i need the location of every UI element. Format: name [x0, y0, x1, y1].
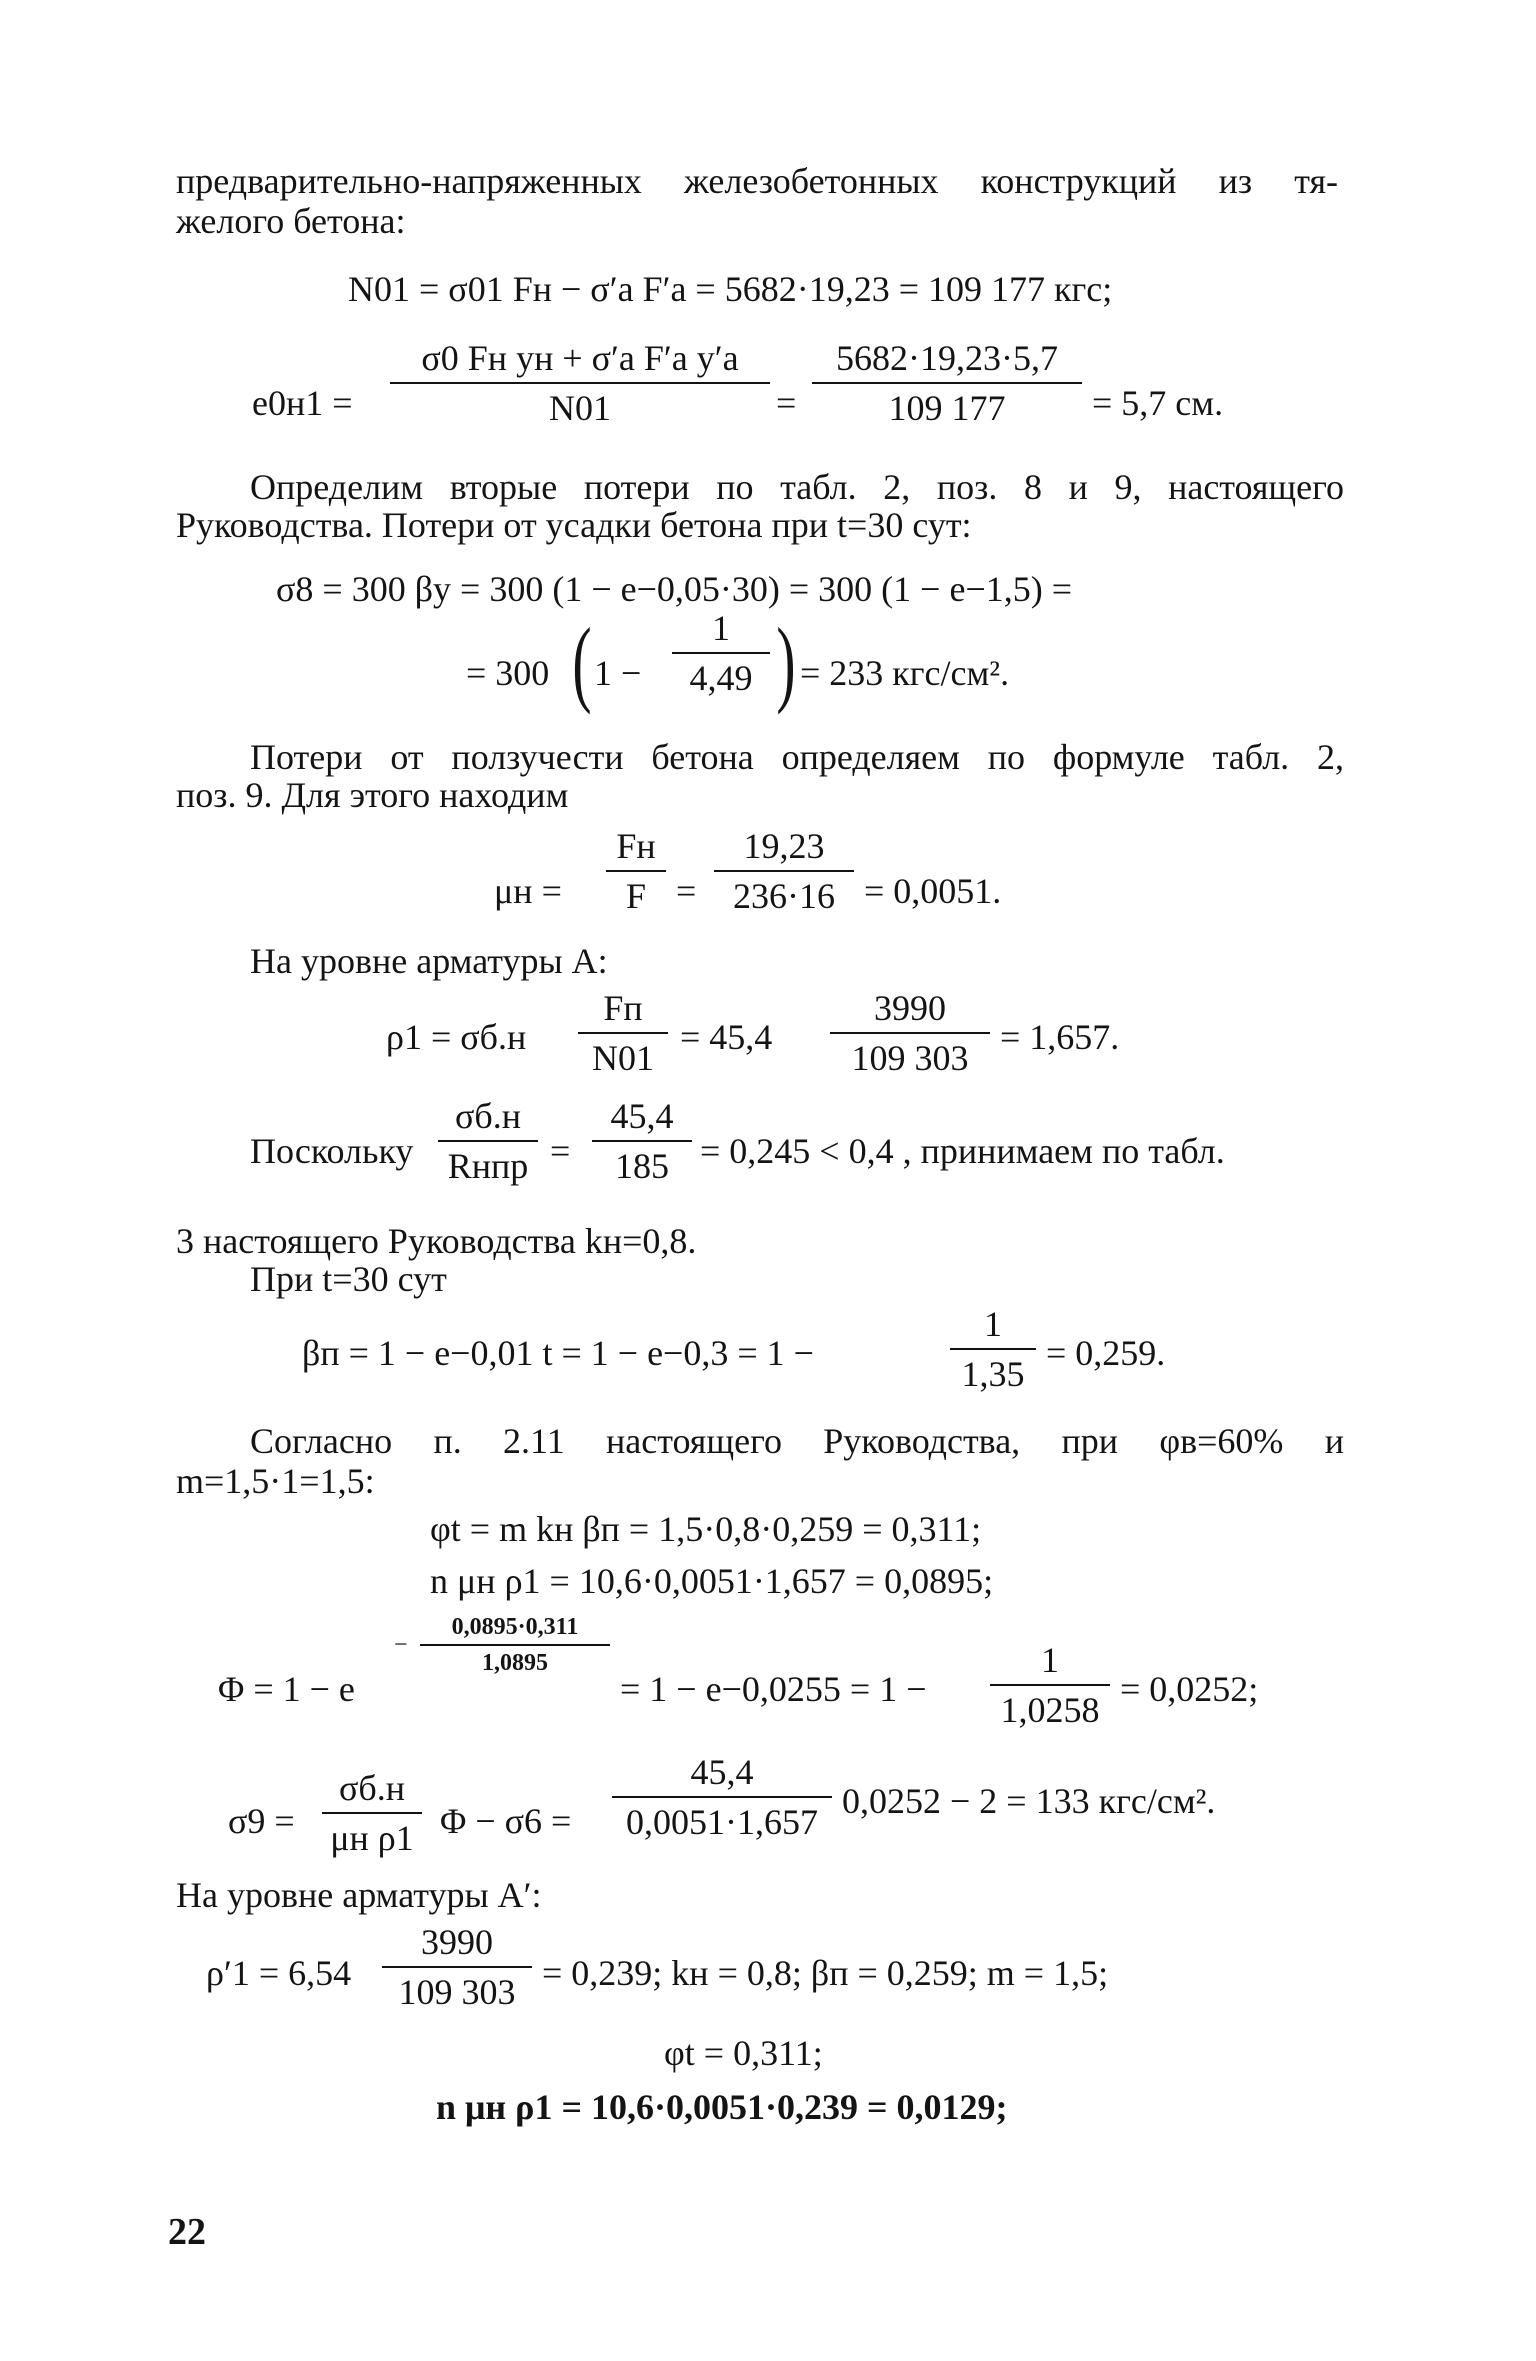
fraction-e0-symbolic	[390, 338, 770, 428]
equation-n01: N01 = σ01 Fн − σ′a F′a = 5682·19,23 = 109 177 кгс;	[348, 269, 1113, 309]
fraction-ratio-numeric	[592, 1096, 692, 1186]
fraction-e0-numeric	[812, 338, 1082, 428]
fraction-rho1p	[382, 1922, 532, 2012]
fraction-sigma8	[672, 608, 770, 698]
equation-sigma9-mid: Φ − σ6 =	[440, 1801, 572, 1841]
numerator: σ0 Fн yн + σ′a F′a y′a	[421, 338, 739, 378]
denominator: 236·16	[733, 876, 835, 916]
fraction-ratio-symbolic	[438, 1096, 538, 1186]
numerator: 45,4	[610, 1096, 674, 1136]
denominator: N01	[549, 388, 611, 428]
paragraph-line: предварительно-напряженных железобетонных конструкций из тя-	[176, 161, 1338, 201]
equation-rho1p-result: = 0,239; kн = 0,8; βп = 0,259; m = 1,5;	[542, 1953, 1109, 1993]
equation-Phi-lhs: Φ = 1 − e	[218, 1669, 355, 1709]
equation-rho-result: = 1,657.	[1000, 1017, 1120, 1057]
numerator: 1	[712, 608, 730, 648]
equation-sigma8-one: 1 −	[594, 653, 642, 693]
fraction-mu-numeric	[714, 826, 854, 916]
equation-mu-lhs: μн =	[494, 871, 562, 911]
fraction-mu-symbolic	[606, 826, 666, 916]
paragraph-line: = 0,245 < 0,4 , принимаем по табл.	[700, 1131, 1225, 1171]
numerator: 3990	[874, 988, 946, 1028]
numerator: 5682·19,23·5,7	[836, 338, 1058, 378]
paragraph-line: На уровне арматуры A:	[250, 941, 608, 981]
equation-n-mu-rho: n μн ρ1 = 10,6·0,0051·1,657 = 0,0895;	[430, 1561, 994, 1601]
fraction-Phi-exponent	[420, 1614, 610, 1676]
equation-sigma9-lhs: σ9 =	[228, 1801, 295, 1841]
paragraph-line: Поскольку	[250, 1131, 414, 1171]
numerator: 3990	[421, 1922, 493, 1962]
paragraph-line: 3 настоящего Руководства kн=0,8.	[176, 1221, 697, 1261]
equation-beta-result: = 0,259.	[1046, 1333, 1166, 1373]
denominator: 0,0051·1,657	[626, 1802, 818, 1842]
left-parenthesis: (	[572, 608, 592, 715]
fraction-rho-symbolic	[578, 988, 668, 1078]
numerator: 19,23	[743, 826, 825, 866]
numerator: Fн	[616, 826, 656, 866]
equation-phi-t: φt = m kн βп = 1,5·0,8·0,259 = 0,311;	[430, 1509, 982, 1549]
equation-sigma9-result: 0,0252 − 2 = 133 кгс/см².	[842, 1781, 1216, 1821]
equation-mu-result: = 0,0051.	[864, 871, 1002, 911]
denominator: 109 177	[888, 388, 1006, 428]
denominator: N01	[592, 1038, 654, 1078]
fraction-beta	[950, 1304, 1036, 1394]
paragraph-line: На уровне арматуры A′:	[176, 1875, 542, 1915]
fraction-sigma9-symbolic	[322, 1768, 422, 1858]
paragraph-line: Потери от ползучести бетона определяем по формуле табл. 2,	[250, 737, 1344, 777]
equation-e0-result: = 5,7 см.	[1092, 383, 1224, 423]
paragraph-line: поз. 9. Для этого находим	[176, 775, 569, 815]
equals-sign: =	[676, 871, 697, 911]
equation-e0-lhs: e0н1 =	[252, 383, 353, 423]
denominator: 109 303	[851, 1038, 969, 1078]
fraction-rho-numeric	[830, 988, 990, 1078]
exponent-minus: −	[394, 1632, 408, 1658]
numerator: 1	[984, 1304, 1002, 1344]
denominator: μн ρ1	[330, 1818, 414, 1858]
paragraph-line: m=1,5·1=1,5:	[176, 1461, 375, 1501]
denominator: F	[625, 876, 647, 916]
equation-phi-t-2: φt = 0,311;	[664, 2033, 823, 2073]
paragraph-line: Согласно п. 2.11 настоящего Руководства, при φв=60% и	[250, 1421, 1344, 1461]
equation-sigma8-result: = 233 кгс/см².	[800, 653, 1010, 693]
equation-sigma8-line1: σ8 = 300 βу = 300 (1 − e−0,05·30) = 300 (1 − e−1,5) =	[276, 569, 1073, 609]
equation-rho-lhs: ρ1 = σб.н	[386, 1017, 527, 1057]
numerator: σб.н	[455, 1096, 521, 1136]
denominator: 185	[615, 1146, 669, 1186]
page-number: 22	[168, 2211, 206, 2253]
denominator: 1,35	[961, 1354, 1025, 1394]
right-parenthesis: )	[776, 608, 796, 715]
fraction-Phi	[990, 1640, 1110, 1730]
denominator: 109 303	[398, 1972, 516, 2012]
equation-beta-lhs: βп = 1 − e−0,01 t = 1 − e−0,3 = 1 −	[302, 1333, 814, 1373]
fraction-sigma9-numeric	[612, 1752, 832, 1842]
numerator: σб.н	[339, 1768, 405, 1808]
paragraph-line: Руководства. Потери от усадки бетона при t=30 сут:	[176, 505, 972, 545]
numerator: 1	[1041, 1640, 1059, 1680]
equation-n-mu-rho-2: n μн ρ1 = 10,6·0,0051·0,239 = 0,0129;	[436, 2087, 1008, 2127]
denominator: 1,0258	[1000, 1690, 1100, 1730]
numerator: Fп	[603, 988, 643, 1028]
equals-sign: =	[776, 383, 797, 423]
equation-Phi-result: = 0,0252;	[1120, 1669, 1259, 1709]
denominator: Rнпр	[447, 1146, 529, 1186]
paragraph-line: При t=30 сут	[250, 1259, 447, 1299]
numerator: 45,4	[690, 1752, 754, 1792]
numerator: 0,0895·0,311	[451, 1614, 579, 1640]
equals-sign: =	[550, 1131, 571, 1171]
equation-Phi-mid: = 1 − e−0,0255 = 1 −	[620, 1669, 927, 1709]
paragraph-line: желого бетона:	[176, 201, 406, 241]
equation-rho1p-lhs: ρ′1 = 6,54	[206, 1953, 352, 1993]
denominator: 4,49	[689, 658, 753, 698]
denominator: 1,0895	[482, 1650, 548, 1676]
equation-sigma8-lhs: = 300	[466, 653, 550, 693]
paragraph-line: Определим вторые потери по табл. 2, поз. 8 и 9, настоящего	[250, 467, 1344, 507]
equation-rho-mid: = 45,4	[680, 1017, 773, 1057]
